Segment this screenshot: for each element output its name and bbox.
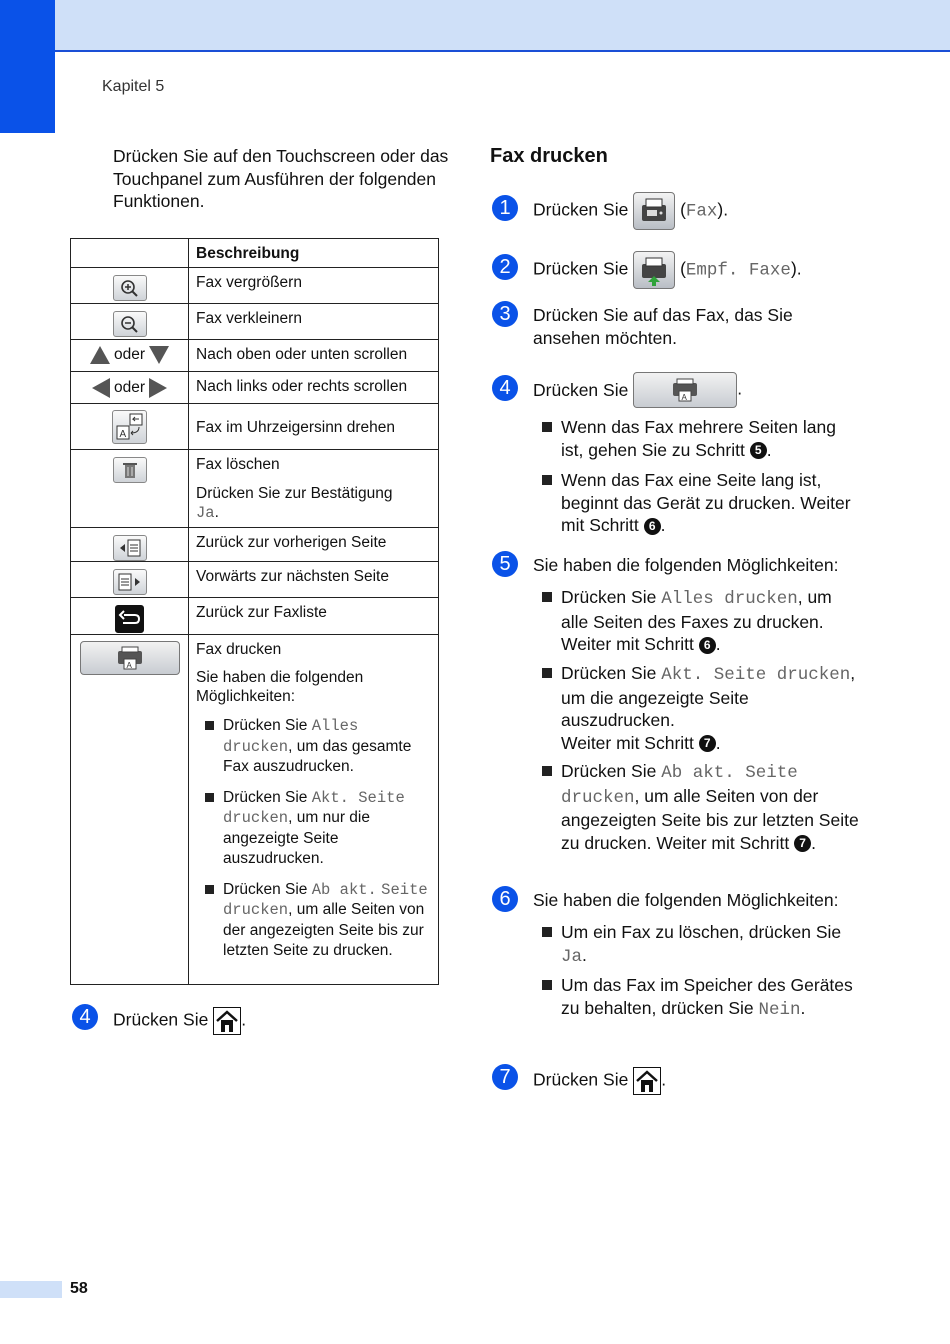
row-zoom-in: Fax vergrößern (189, 268, 439, 304)
chapter-label: Kapitel 5 (102, 78, 165, 95)
row-scroll-vertical: Nach oben oder unten scrollen (189, 340, 439, 372)
list-item: Drücken Sie Alles drucken, um das gesamte Fax auszudrucken. (196, 716, 431, 778)
arrow-left-icon (92, 378, 110, 398)
list-item: Um ein Fax zu löschen, drücken Sie Ja. (540, 921, 860, 968)
list-item: Wenn das Fax eine Seite lang ist, beginnt das Gerät zu drucken. Weiter mit Schritt 6 . (540, 469, 860, 537)
step-3-text: Drücken Sie auf das Fax, das Sie ansehen möchten. (533, 305, 793, 348)
step-number: 6 (492, 886, 518, 912)
svg-text:A: A (681, 393, 688, 402)
table-header: Beschreibung (189, 239, 439, 268)
chapter-tab (0, 0, 55, 133)
section-title: Fax drucken (490, 145, 608, 167)
step-5-text: Sie haben die folgenden Möglichkeiten: (533, 555, 839, 575)
row-prev-page: Zurück zur vorherigen Seite (189, 528, 439, 562)
row-delete-text: Drücken Sie zur Bestätigung Ja. (196, 485, 393, 522)
step-number: 7 (492, 1064, 518, 1090)
page-number: 58 (70, 1280, 88, 1297)
received-faxes-icon[interactable] (633, 251, 675, 289)
row-print-options: Sie haben die folgenden Möglichkeiten: (196, 669, 364, 705)
step-6-text: Sie haben die folgenden Möglichkeiten: (533, 890, 839, 910)
home-icon[interactable] (633, 1067, 661, 1095)
next-page-icon (113, 569, 147, 595)
header-bar (0, 0, 950, 52)
zoom-out-icon (113, 311, 147, 337)
prev-page-icon (113, 535, 147, 561)
row-zoom-out: Fax verkleinern (189, 304, 439, 340)
step-2-text: Drücken Sie (Empf. Faxe). (533, 251, 802, 289)
row-back-list: Zurück zur Faxliste (189, 598, 439, 635)
home-icon[interactable] (213, 1007, 241, 1035)
arrow-right-icon (149, 378, 167, 398)
list-item: Drücken Sie Ab akt. Seite drucken, um alle Seiten von der angezeigten Seite bis zur letzten Seite zu drucken. Weiter mit Schritt 7 . (540, 760, 860, 854)
trash-icon (113, 457, 147, 483)
step-number: 2 (492, 254, 518, 280)
step-1-text: Drücken Sie (Fax). (533, 192, 728, 230)
svg-text:A: A (126, 661, 132, 670)
zoom-in-icon (113, 275, 147, 301)
back-icon (115, 605, 144, 633)
list-item: Um das Fax im Speicher des Gerätes zu behalten, drücken Sie Nein. (540, 974, 860, 1021)
row-rotate: Fax im Uhrzeigersinn drehen (189, 404, 439, 450)
list-item: Wenn das Fax mehrere Seiten lang ist, gehen Sie zu Schritt 5 . (540, 416, 860, 461)
row-print-title: Fax drucken (196, 641, 282, 658)
list-item: Drücken Sie Alles drucken, um alle Seiten des Faxes zu drucken. Weiter mit Schritt 6 . (540, 586, 860, 656)
step-number: 3 (492, 301, 518, 327)
row-delete-title: Fax löschen (196, 456, 280, 473)
step-number: 5 (492, 551, 518, 577)
print-button-icon[interactable] (633, 372, 737, 408)
step-number: 4 (492, 375, 518, 401)
arrow-down-icon (149, 346, 169, 364)
footer-bar (0, 1281, 62, 1298)
svg-text:A: A (119, 429, 127, 440)
step-4-text: Drücken Sie A . (533, 372, 742, 408)
step-number: 4 (72, 1004, 98, 1030)
list-item: Drücken Sie Akt. Seite drucken, um nur die angezeigte Seite auszudrucken. (196, 788, 431, 870)
arrow-up-icon (90, 346, 110, 364)
list-item: Drücken Sie Akt. Seite drucken, um die angezeigte Seite auszudrucken. Weiter mit Schritt 7 . (540, 662, 860, 754)
step-number: 1 (492, 195, 518, 221)
intro-text: Drücken Sie auf den Touchscreen oder das Touchpanel zum Ausführen der folgenden Funktionen. (113, 146, 449, 211)
print-button-icon (80, 641, 180, 675)
rotate-icon (112, 410, 147, 444)
list-item: Drücken Sie Ab akt. Seite drucken, um alle Seiten von der angezeigten Seite bis zur letzten Seite zu drucken. (196, 880, 431, 962)
row-next-page: Vorwärts zur nächsten Seite (189, 562, 439, 598)
row-scroll-horizontal: Nach links oder rechts scrollen (189, 372, 439, 404)
function-table: Beschreibung Fax vergrößern Fax verkleinern oder Nach oben oder unten scrollen oder Nach links oder rechts scrollen A Fax im Uhrzeigersinn drehen Fax löschen Drücken Sie zur Bestätigung Ja. Zurück zur vorherigen Seite Vorwärts zur nächsten Seite Zurück zur Faxliste A Fax drucken Sie haben die folgenden Möglichkeiten: Drücken Sie Alles drucken, um das gesamte Fax auszudrucken. Drücken Sie Akt. Seite drucken, um nur die angezeigte Seite auszudrucken. Drücken Sie Ab akt. Seite drucken, um alle Seiten von der angezeigten Seite bis zur letzten Seite zu drucken. (70, 238, 439, 985)
left-step-text: Drücken Sie . (113, 1007, 246, 1035)
step-7-text: Drücken Sie . (533, 1067, 666, 1095)
fax-icon[interactable] (633, 192, 675, 230)
